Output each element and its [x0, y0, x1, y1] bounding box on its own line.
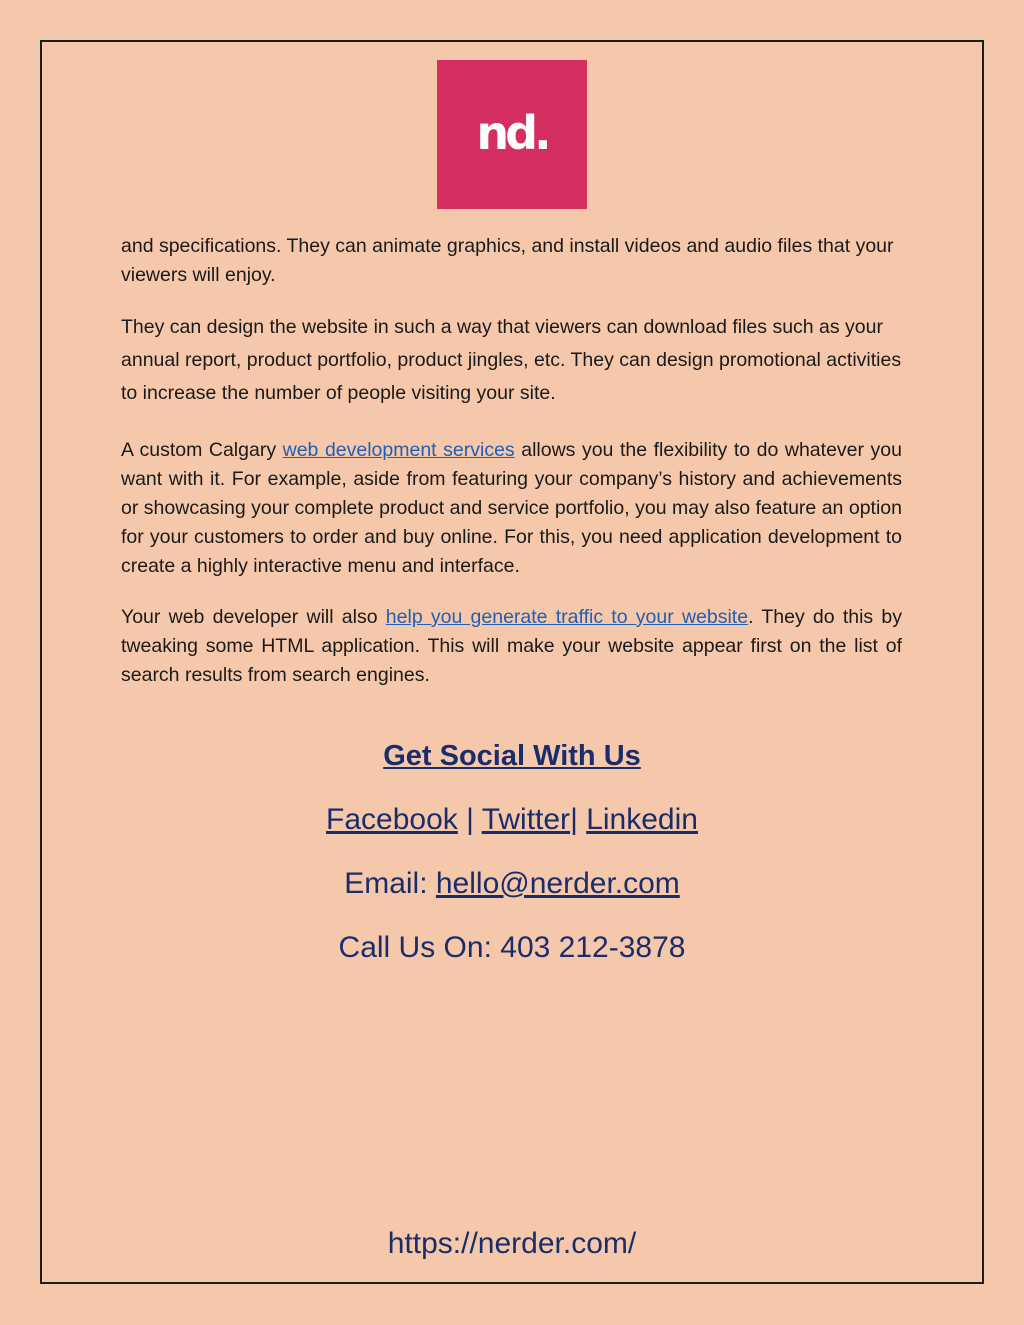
phone-label: Call Us On:: [338, 931, 501, 964]
email-link[interactable]: hello@nerder.com: [435, 867, 680, 900]
paragraph-3: [121, 436, 902, 581]
email-line: [42, 867, 982, 901]
separator: |: [457, 803, 482, 836]
paragraph-3-text-end: allows you the flexibility to do whatever you want with it. For example, aside from featuring your company’s history and achievements or showcasing your complete product and service portfolio, you may also feature an option for your customers to order and buy online. For this, you need application development to create a highly interactive menu and interface.: [121, 439, 902, 577]
web-development-services-link[interactable]: web development services: [282, 439, 515, 461]
social-links: [42, 803, 982, 837]
paragraph-2: They can design the website in such a way that viewers can download files such as your annual report, product portfolio, product jingles, etc. They can design promotional activities to increase the number of people visiting your site.: [121, 316, 902, 404]
paragraph-4: [121, 603, 902, 690]
nerder-logo: [437, 60, 587, 209]
generate-traffic-link[interactable]: help you generate traffic to your website: [385, 606, 749, 628]
logo-text: nd.: [476, 105, 548, 160]
email-label: Email:: [344, 867, 436, 900]
article-body: [121, 232, 902, 690]
phone-line: [42, 931, 982, 965]
social-heading: Get Social With Us: [383, 740, 641, 772]
twitter-link[interactable]: Twitter: [481, 803, 571, 836]
paragraph-4-text-end: . They do this by tweaking some HTML application. This will make your website appear first on the list of search results from search engines.: [121, 606, 903, 686]
phone-number: 403 212-3878: [500, 931, 686, 964]
linkedin-link[interactable]: Linkedin: [586, 803, 698, 836]
paragraph-4-text-start: Your web developer will also: [121, 606, 386, 628]
paragraph-1: and specifications. They can animate graphics, and install videos and audio files that your viewers will enjoy.: [121, 235, 894, 286]
separator: |: [570, 803, 587, 836]
website-url[interactable]: https://nerder.com/: [387, 1227, 637, 1260]
facebook-link[interactable]: Facebook: [326, 803, 458, 836]
paragraph-3-text-start: A custom Calgary: [121, 439, 283, 461]
